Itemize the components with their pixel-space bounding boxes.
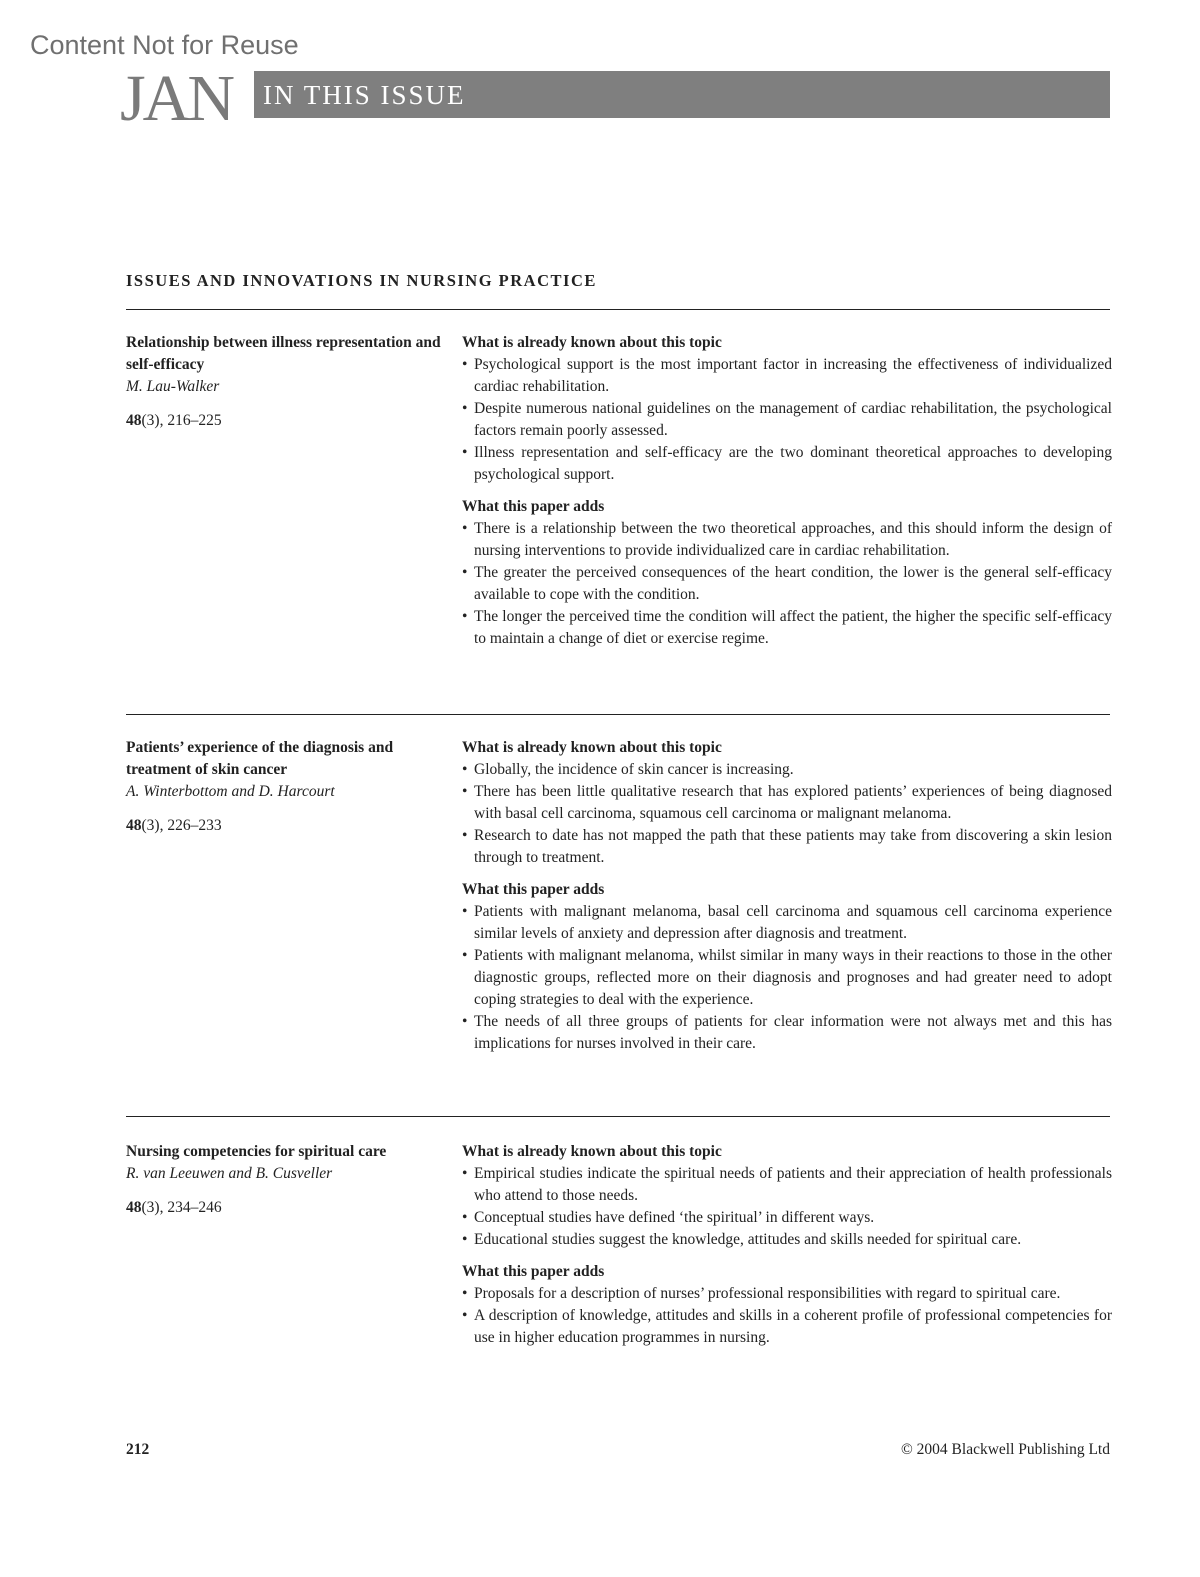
bullet-item: • The greater the perceived consequences of the heart condition, the lower is the general self-efficacy available to cope with the condition.: [462, 562, 1112, 606]
issue-pages: (3), 234–246: [141, 1199, 222, 1216]
article-reference: [126, 815, 446, 837]
volume: 48: [126, 412, 142, 429]
article-authors: A. Winterbottom and D. Harcourt: [126, 783, 335, 800]
bullet-item: • Globally, the incidence of skin cancer is increasing.: [462, 759, 1112, 781]
bullet-item: • There has been little qualitative research that has explored patients’ experiences of being diagnosed with basal cell carcinoma, squamous cell carcinoma or malignant melanoma.: [462, 781, 1112, 825]
known-list: [462, 759, 1112, 869]
bullet-item: • Proposals for a description of nurses’ professional responsibilities with regard to spiritual care.: [462, 1283, 1112, 1305]
bullet-item: • Empirical studies indicate the spiritual needs of patients and their appreciation of health professionals who attend to those needs.: [462, 1163, 1112, 1207]
page-number: 212: [126, 1441, 150, 1458]
bullet-item: • Despite numerous national guidelines on the management of cardiac rehabilitation, the psychological factors remain poorly assessed.: [462, 398, 1112, 442]
divider: [126, 1116, 1110, 1117]
bullet-item: • Patients with malignant melanoma, whilst similar in many ways in their reactions to those in the other diagnostic groups, reflected more on their diagnosis and prognoses and had greater need to adopt coping strategies to deal with the experience.: [462, 945, 1112, 1011]
known-heading: What is already known about this topic: [462, 334, 722, 351]
adds-list: [462, 901, 1112, 1055]
article-info: [126, 1141, 446, 1219]
article-points: [462, 1141, 1112, 1359]
article-title[interactable]: Patients’ experience of the diagnosis and treatment of skin cancer: [126, 739, 394, 778]
adds-list: [462, 1283, 1112, 1349]
known-list: [462, 1163, 1112, 1251]
adds-list: [462, 518, 1112, 650]
bullet-item: • Patients with malignant melanoma, basal cell carcinoma and squamous cell carcinoma experience similar levels of anxiety and depression after diagnosis and treatment.: [462, 901, 1112, 945]
adds-heading: What this paper adds: [462, 1263, 605, 1280]
bullet-item: • Research to date has not mapped the path that these patients may take from discovering a skin lesion through to treatment.: [462, 825, 1112, 869]
known-heading: What is already known about this topic: [462, 1143, 722, 1160]
article-reference: [126, 410, 446, 432]
section-title: ISSUES AND INNOVATIONS IN NURSING PRACTICE: [126, 271, 597, 290]
adds-heading: What this paper adds: [462, 881, 605, 898]
divider: [126, 309, 1110, 310]
bullet-item: • A description of knowledge, attitudes and skills in a coherent profile of professional competencies for use in higher education programmes in nursing.: [462, 1305, 1112, 1349]
banner-title: IN THIS ISSUE: [263, 80, 466, 110]
header-banner: [254, 71, 1110, 118]
article-reference: [126, 1197, 446, 1219]
article-info: [126, 332, 446, 432]
divider: [126, 714, 1110, 715]
bullet-item: • Educational studies suggest the knowledge, attitudes and skills needed for spiritual care.: [462, 1229, 1112, 1251]
known-list: [462, 354, 1112, 486]
volume: 48: [126, 1199, 142, 1216]
bullet-item: • Psychological support is the most important factor in increasing the effectiveness of individualized cardiac rehabilitation.: [462, 354, 1112, 398]
issue-pages: (3), 216–225: [141, 412, 222, 429]
issue-pages: (3), 226–233: [141, 817, 222, 834]
adds-heading: What this paper adds: [462, 498, 605, 515]
bullet-item: • Conceptual studies have defined ‘the spiritual’ in different ways.: [462, 1207, 1112, 1229]
bullet-item: • Illness representation and self-efficacy are the two dominant theoretical approaches to developing psychological support.: [462, 442, 1112, 486]
known-heading: What is already known about this topic: [462, 739, 722, 756]
watermark: Content Not for Reuse: [30, 30, 299, 60]
bullet-item: • There is a relationship between the two theoretical approaches, and this should inform the design of nursing interventions to provide individualized care in cardiac rehabilitation.: [462, 518, 1112, 562]
bullet-item: • The needs of all three groups of patients for clear information were not always met and this has implications for nurses involved in their care.: [462, 1011, 1112, 1055]
article-points: [462, 332, 1112, 660]
bullet-item: • The longer the perceived time the condition will affect the patient, the higher the specific self-efficacy to maintain a change of diet or exercise regime.: [462, 606, 1112, 650]
journal-logo: JAN: [120, 62, 233, 135]
volume: 48: [126, 817, 142, 834]
article-points: [462, 737, 1112, 1065]
copyright: © 2004 Blackwell Publishing Ltd: [901, 1441, 1110, 1458]
article-authors: M. Lau-Walker: [126, 378, 220, 395]
article-title[interactable]: Relationship between illness representation and self-efficacy: [126, 334, 441, 373]
article-info: [126, 737, 446, 837]
article-authors: R. van Leeuwen and B. Cusveller: [126, 1165, 333, 1182]
article-title[interactable]: Nursing competencies for spiritual care: [126, 1143, 387, 1160]
